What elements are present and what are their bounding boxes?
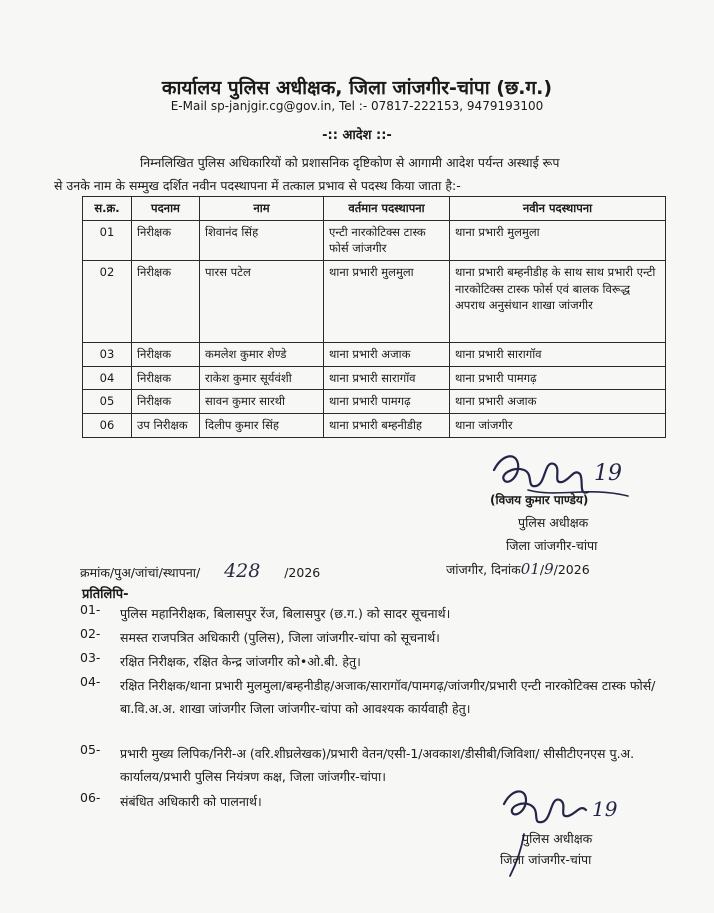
cell-name: कमलेश कुमार शेण्डे — [200, 343, 324, 367]
cell-sn: 01 — [83, 220, 132, 260]
cell-new: थाना जांजगीर — [450, 414, 666, 438]
copy-item-number: 05- — [80, 742, 101, 757]
date-suffix: /2026 — [553, 562, 590, 577]
table-row — [83, 366, 666, 390]
copy-item-number: 02- — [80, 626, 101, 641]
intro-line-1: निम्नलिखित पुलिस अधिकारियों को प्रशासनिक दृष्टिकोण से आगामी आदेश पर्यन्त अस्थाई रूप — [140, 155, 560, 170]
table-row — [83, 414, 666, 438]
date-prefix: जांजगीर, दिनांक — [446, 562, 521, 577]
table-row — [83, 261, 666, 343]
intro-line-2: से उनके नाम के सम्मुख दर्शित नवीन पदस्थापना में तत्काल प्रभाव से पदस्थ किया जाता है:- — [54, 178, 461, 193]
reference-prefix: क्रमांक/पुअ/जांचां/स्थापना/ — [80, 565, 201, 580]
cell-sn: 02 — [83, 261, 132, 343]
copy-item-text: रक्षित निरीक्षक/थाना प्रभारी मुलमुला/बम्हनीडीह/अजाक/सारागॉव/पामगढ़/जांजगीर/प्रभारी एन्टी नारकोटिक्स टास्क फोर्स/बा.वि.अ.अ. शाखा जांजगीर जिला जांजगीर-चांपा को आवश्यक कार्यवाही हेतु। — [120, 678, 656, 716]
cell-current: थाना प्रभारी मुलमुला — [324, 261, 450, 343]
cell-name: शिवानंद सिंह — [200, 220, 324, 260]
cell-new: थाना प्रभारी सारागॉव — [450, 343, 666, 367]
cell-name: सावन कुमार सारथी — [200, 390, 324, 414]
cell-current: थाना प्रभारी अजाक — [324, 343, 450, 367]
cell-current: थाना प्रभारी पामगढ़ — [324, 390, 450, 414]
copy-item-text: रक्षित निरीक्षक, रक्षित केन्द्र जांजगीर को•ओ.बी. हेतु। — [120, 654, 361, 669]
cell-current: थाना प्रभारी सारागॉव — [324, 366, 450, 390]
copy-item-text: प्रभारी मुख्य लिपिक/निरी-अ (वरि.शीघ्रलेखक)/प्रभारी वेतन/एसी-1/अवकाश/डीसीबी/जिविशा/ सीसीटीएनएस पु.अ. कार्यालय/प्रभारी पुलिस नियंत्रण कक्ष, जिला जांजगीर-चांपा। — [120, 746, 635, 784]
signature-mark-number: 19 — [594, 461, 622, 486]
date-day: 01 — [520, 560, 540, 578]
order-title: -:: आदेश ::- — [322, 128, 392, 143]
table-row — [83, 343, 666, 367]
reference-line — [80, 560, 320, 582]
cell-rank: निरीक्षक — [132, 390, 200, 414]
table-header-row — [83, 197, 666, 221]
signatory-district: जिला जांजगीर-चांपा — [500, 852, 592, 867]
cell-rank: निरीक्षक — [132, 220, 200, 260]
contact-line: E-Mail sp-janjgir.cg@gov.in, Tel :- 07817-222153, 9479193100 — [170, 99, 544, 113]
col-header-current: वर्तमान पदस्थापना — [324, 197, 450, 221]
copy-item-number: 01- — [80, 602, 101, 617]
col-header-new: नवीन पदस्थापना — [450, 197, 666, 221]
cell-current: एन्टी नारकोटिक्स टास्क फोर्स जांजगीर — [324, 220, 450, 260]
posting-table — [82, 196, 666, 438]
cell-new: थाना प्रभारी बम्हनीडीह के साथ साथ प्रभारी एन्टी नारकोटिक्स टास्क फोर्स एवं बालक विरूद्ध अपराध अनुसंधान शाखा जांजगीर — [450, 261, 666, 343]
col-header-name: नाम — [200, 197, 324, 221]
copy-item-text: संबंधित अधिकारी को पालनार्थ। — [120, 794, 262, 809]
date-month: 9 — [544, 560, 554, 578]
table-row — [83, 390, 666, 414]
signatory-designation: पुलिस अधीक्षक — [522, 831, 593, 846]
cell-new: थाना प्रभारी पामगढ़ — [450, 366, 666, 390]
signature-mark-number: 19 — [592, 797, 618, 821]
table-row — [83, 220, 666, 260]
date-sep: / — [539, 562, 545, 577]
cell-rank: निरीक्षक — [132, 261, 200, 343]
copy-item-number: 06- — [80, 790, 101, 805]
cell-sn: 05 — [83, 390, 132, 414]
office-title: कार्यालय पुलिस अधीक्षक, जिला जांजगीर-चांपा (छ.ग.) — [161, 77, 553, 99]
cell-name: दिलीप कुमार सिंह — [200, 414, 324, 438]
cell-sn: 06 — [83, 414, 132, 438]
col-header-sn: स.क्र. — [83, 197, 132, 221]
cell-sn: 04 — [83, 366, 132, 390]
cell-rank: निरीक्षक — [132, 343, 200, 367]
cell-name: पारस पटेल — [200, 261, 324, 343]
cell-rank: उप निरीक्षक — [132, 414, 200, 438]
date-line — [446, 560, 590, 578]
cell-new: थाना प्रभारी मुलमुला — [450, 220, 666, 260]
cell-new: थाना प्रभारी अजाक — [450, 390, 666, 414]
col-header-rank: पदनाम — [132, 197, 200, 221]
copy-item-number: 04- — [80, 674, 101, 689]
copy-item-number: 03- — [80, 650, 101, 665]
cell-name: राकेश कुमार सूर्यवंशी — [200, 366, 324, 390]
copy-item-text: समस्त राजपत्रित अधिकारी (पुलिस), जिला जांजगीर-चांपा को सूचनार्थ। — [120, 630, 440, 645]
copy-to-title: प्रतिलिपि- — [82, 587, 129, 602]
cell-rank: निरीक्षक — [132, 366, 200, 390]
signatory-designation: पुलिस अधीक्षक — [518, 515, 589, 530]
cell-sn: 03 — [83, 343, 132, 367]
signatory-district: जिला जांजगीर-चांपा — [506, 538, 598, 553]
reference-suffix: /2026 — [284, 565, 321, 580]
copy-item-text: पुलिस महानिरीक्षक, बिलासपुर रेंज, बिलासपुर (छ.ग.) को सादर सूचनार्थ। — [120, 606, 451, 621]
signatory-name: (विजय कुमार पाण्डेय) — [490, 493, 589, 507]
cell-current: थाना प्रभारी बम्हनीडीह — [324, 414, 450, 438]
reference-number: 428 — [224, 560, 261, 582]
